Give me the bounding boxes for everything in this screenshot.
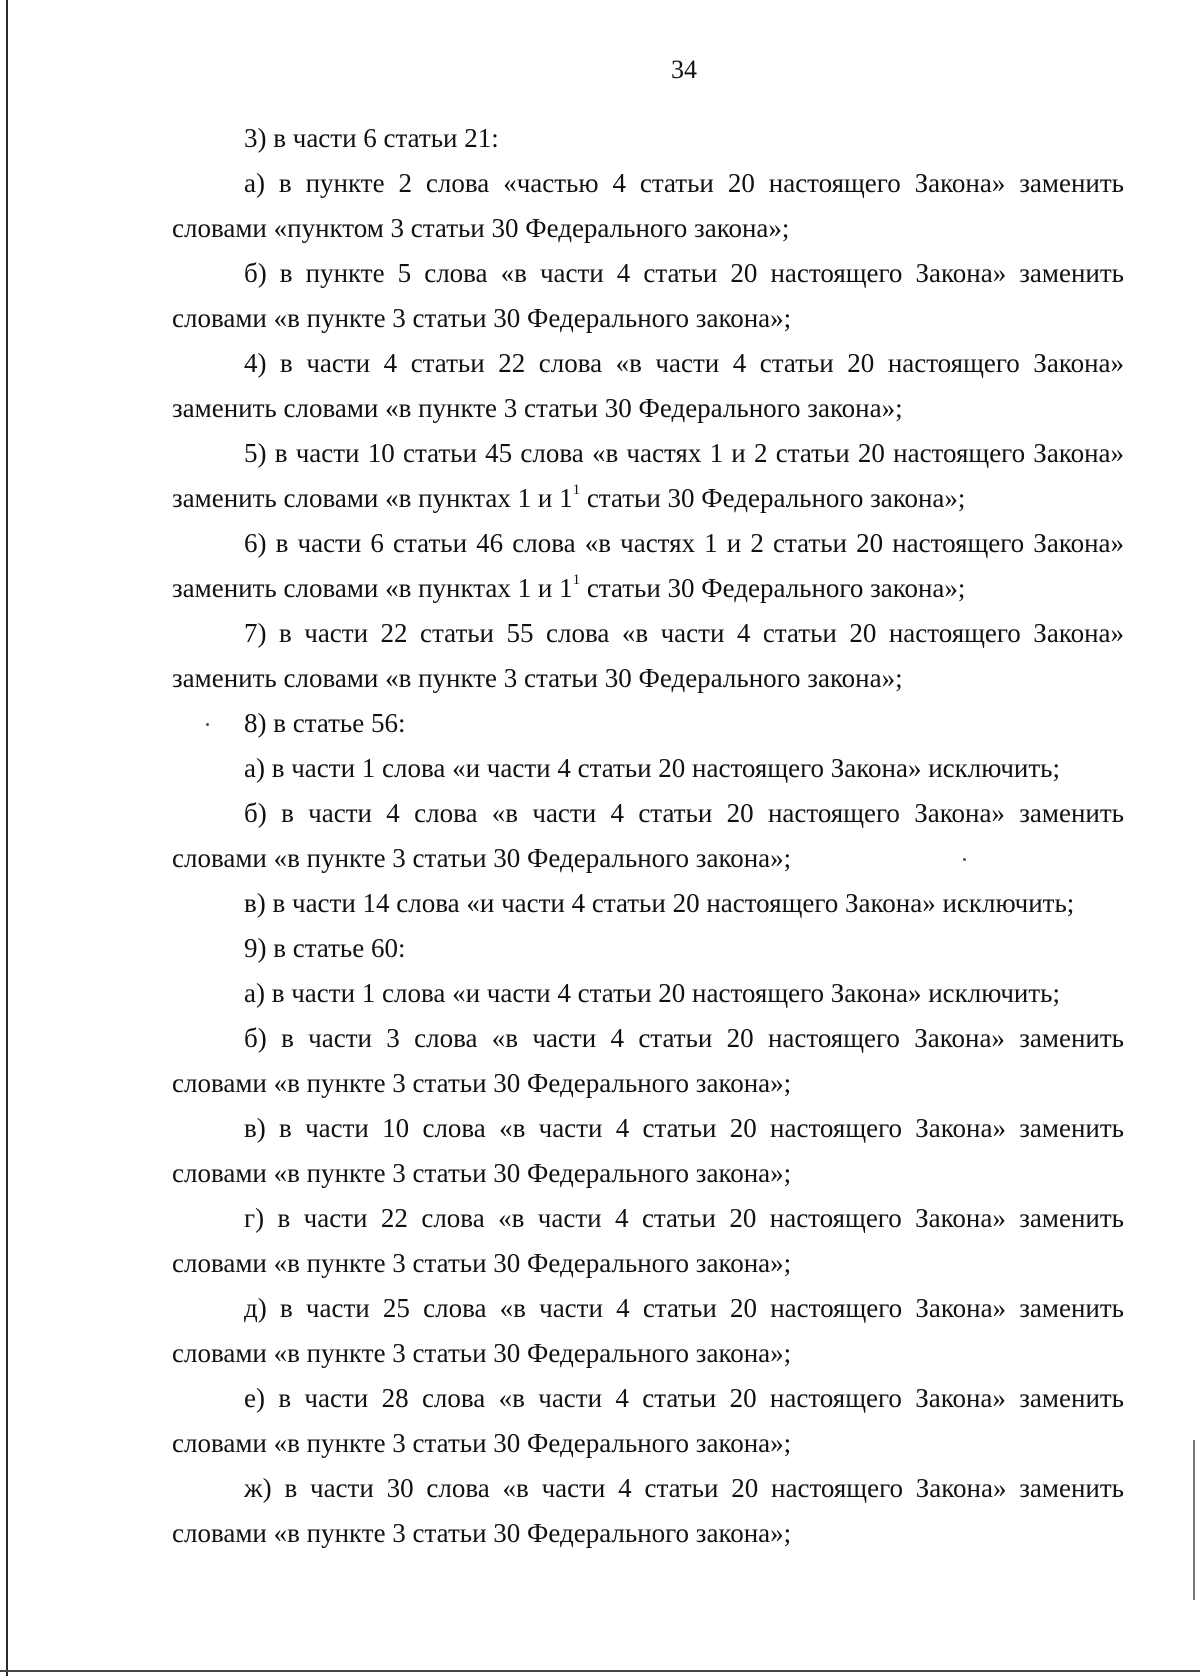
superscript: 1 [572,482,581,498]
paragraph-line: е) в части 28 слова «в части 4 статьи 20 настоящего Закона» заменить [244,1383,1124,1413]
paragraph-line [172,566,1124,611]
paragraph-line: словами «в пункте 3 статьи 30 Федерального закона»; [172,303,792,333]
scan-right-edge [1193,1440,1195,1600]
paragraph-line: г) в части 22 слова «в части 4 статьи 20 настоящего Закона» заменить [244,1203,1124,1233]
page-number [0,52,1200,88]
superscript: 1 [572,572,581,588]
paragraph-line: б) в пункте 5 слова «в части 4 статьи 20 настоящего Закона» заменить [244,258,1124,288]
paragraph [172,791,1124,881]
page-number-text: 34 [671,55,697,84]
paragraph [172,1376,1124,1466]
paragraph-line: 7) в части 22 статьи 55 слова «в части 4 статьи 20 настоящего Закона» [244,618,1124,648]
paragraph [172,926,1124,971]
paragraph-line: 8) в статье 56: [244,708,406,738]
paragraph-line: словами «в пункте 3 статьи 30 Федерального закона»; [172,1338,792,1368]
paragraph-text: заменить словами «в пунктах 1 и 1 [172,573,573,603]
paragraph-text: статьи 30 Федерального закона»; [580,483,966,513]
paragraph-line: 3) в части 6 статьи 21: [244,123,499,153]
paragraph [172,1106,1124,1196]
paragraph [172,116,1124,161]
paragraph-line: словами «в пункте 3 статьи 30 Федерального закона»; [172,1248,792,1278]
paragraph-line: в) в части 10 слова «в части 4 статьи 20 настоящего Закона» заменить [244,1113,1124,1143]
paragraph-line: 9) в статье 60: [244,933,406,963]
paragraph-line: словами «в пункте 3 статьи 30 Федерального закона»; [172,1068,792,1098]
paragraph-line [172,476,1124,521]
paragraph [172,341,1124,431]
paragraph-line: б) в части 3 слова «в части 4 статьи 20 настоящего Закона» заменить [244,1023,1124,1053]
paragraph [172,1196,1124,1286]
paragraph [172,431,1124,521]
paragraph-line: словами «в пункте 3 статьи 30 Федерального закона»; [172,1158,792,1188]
paragraph-line: б) в части 4 слова «в части 4 статьи 20 настоящего Закона» заменить [244,798,1124,828]
paragraph-line: заменить словами «в пункте 3 статьи 30 Федерального закона»; [172,393,903,423]
paragraph [172,746,1124,791]
paragraph-line: д) в части 25 слова «в части 4 статьи 20 настоящего Закона» заменить [244,1293,1124,1323]
paragraph-line: а) в части 1 слова «и части 4 статьи 20 настоящего Закона» исключить; [244,753,1060,783]
paragraph [172,1016,1124,1106]
paragraph [172,161,1124,251]
paragraph [172,1286,1124,1376]
paragraph [172,251,1124,341]
paragraph [172,1466,1124,1556]
paragraph-line: а) в пункте 2 слова «частью 4 статьи 20 настоящего Закона» заменить [244,168,1124,198]
paragraph [172,971,1124,1016]
paragraph [172,521,1124,611]
paragraph [172,611,1124,701]
paragraph-line: заменить словами «в пункте 3 статьи 30 Федерального закона»; [172,663,903,693]
paragraph-line: 4) в части 4 статьи 22 слова «в части 4 статьи 20 настоящего Закона» [244,348,1124,378]
paragraph-line: словами «в пункте 3 статьи 30 Федерального закона»; [172,1518,792,1548]
paragraph-line: в) в части 14 слова «и части 4 статьи 20 настоящего Закона» исключить; [244,888,1075,918]
scan-bottom-edge [0,1670,1200,1672]
paragraph-line: 5) в части 10 статьи 45 слова «в частях 1 и 2 статьи 20 настоящего Закона» [244,438,1124,468]
paragraph-line: словами «пунктом 3 статьи 30 Федерального закона»; [172,213,790,243]
paragraph-line: ж) в части 30 слова «в части 4 статьи 20 настоящего Закона» заменить [244,1473,1124,1503]
paragraph-line: словами «в пункте 3 статьи 30 Федерального закона»; [172,843,792,873]
paragraph-line: а) в части 1 слова «и части 4 статьи 20 настоящего Закона» исключить; [244,978,1060,1008]
paragraph [172,701,1124,746]
paragraph-text: статьи 30 Федерального закона»; [580,573,966,603]
paragraph-line: словами «в пункте 3 статьи 30 Федерального закона»; [172,1428,792,1458]
paragraph-line: 6) в части 6 статьи 46 слова «в частях 1 и 2 статьи 20 настоящего Закона» [244,528,1124,558]
paragraph-text: заменить словами «в пунктах 1 и 1 [172,483,573,513]
document-body [172,116,1124,1556]
paragraph [172,881,1124,926]
scan-left-edge [6,0,8,1676]
